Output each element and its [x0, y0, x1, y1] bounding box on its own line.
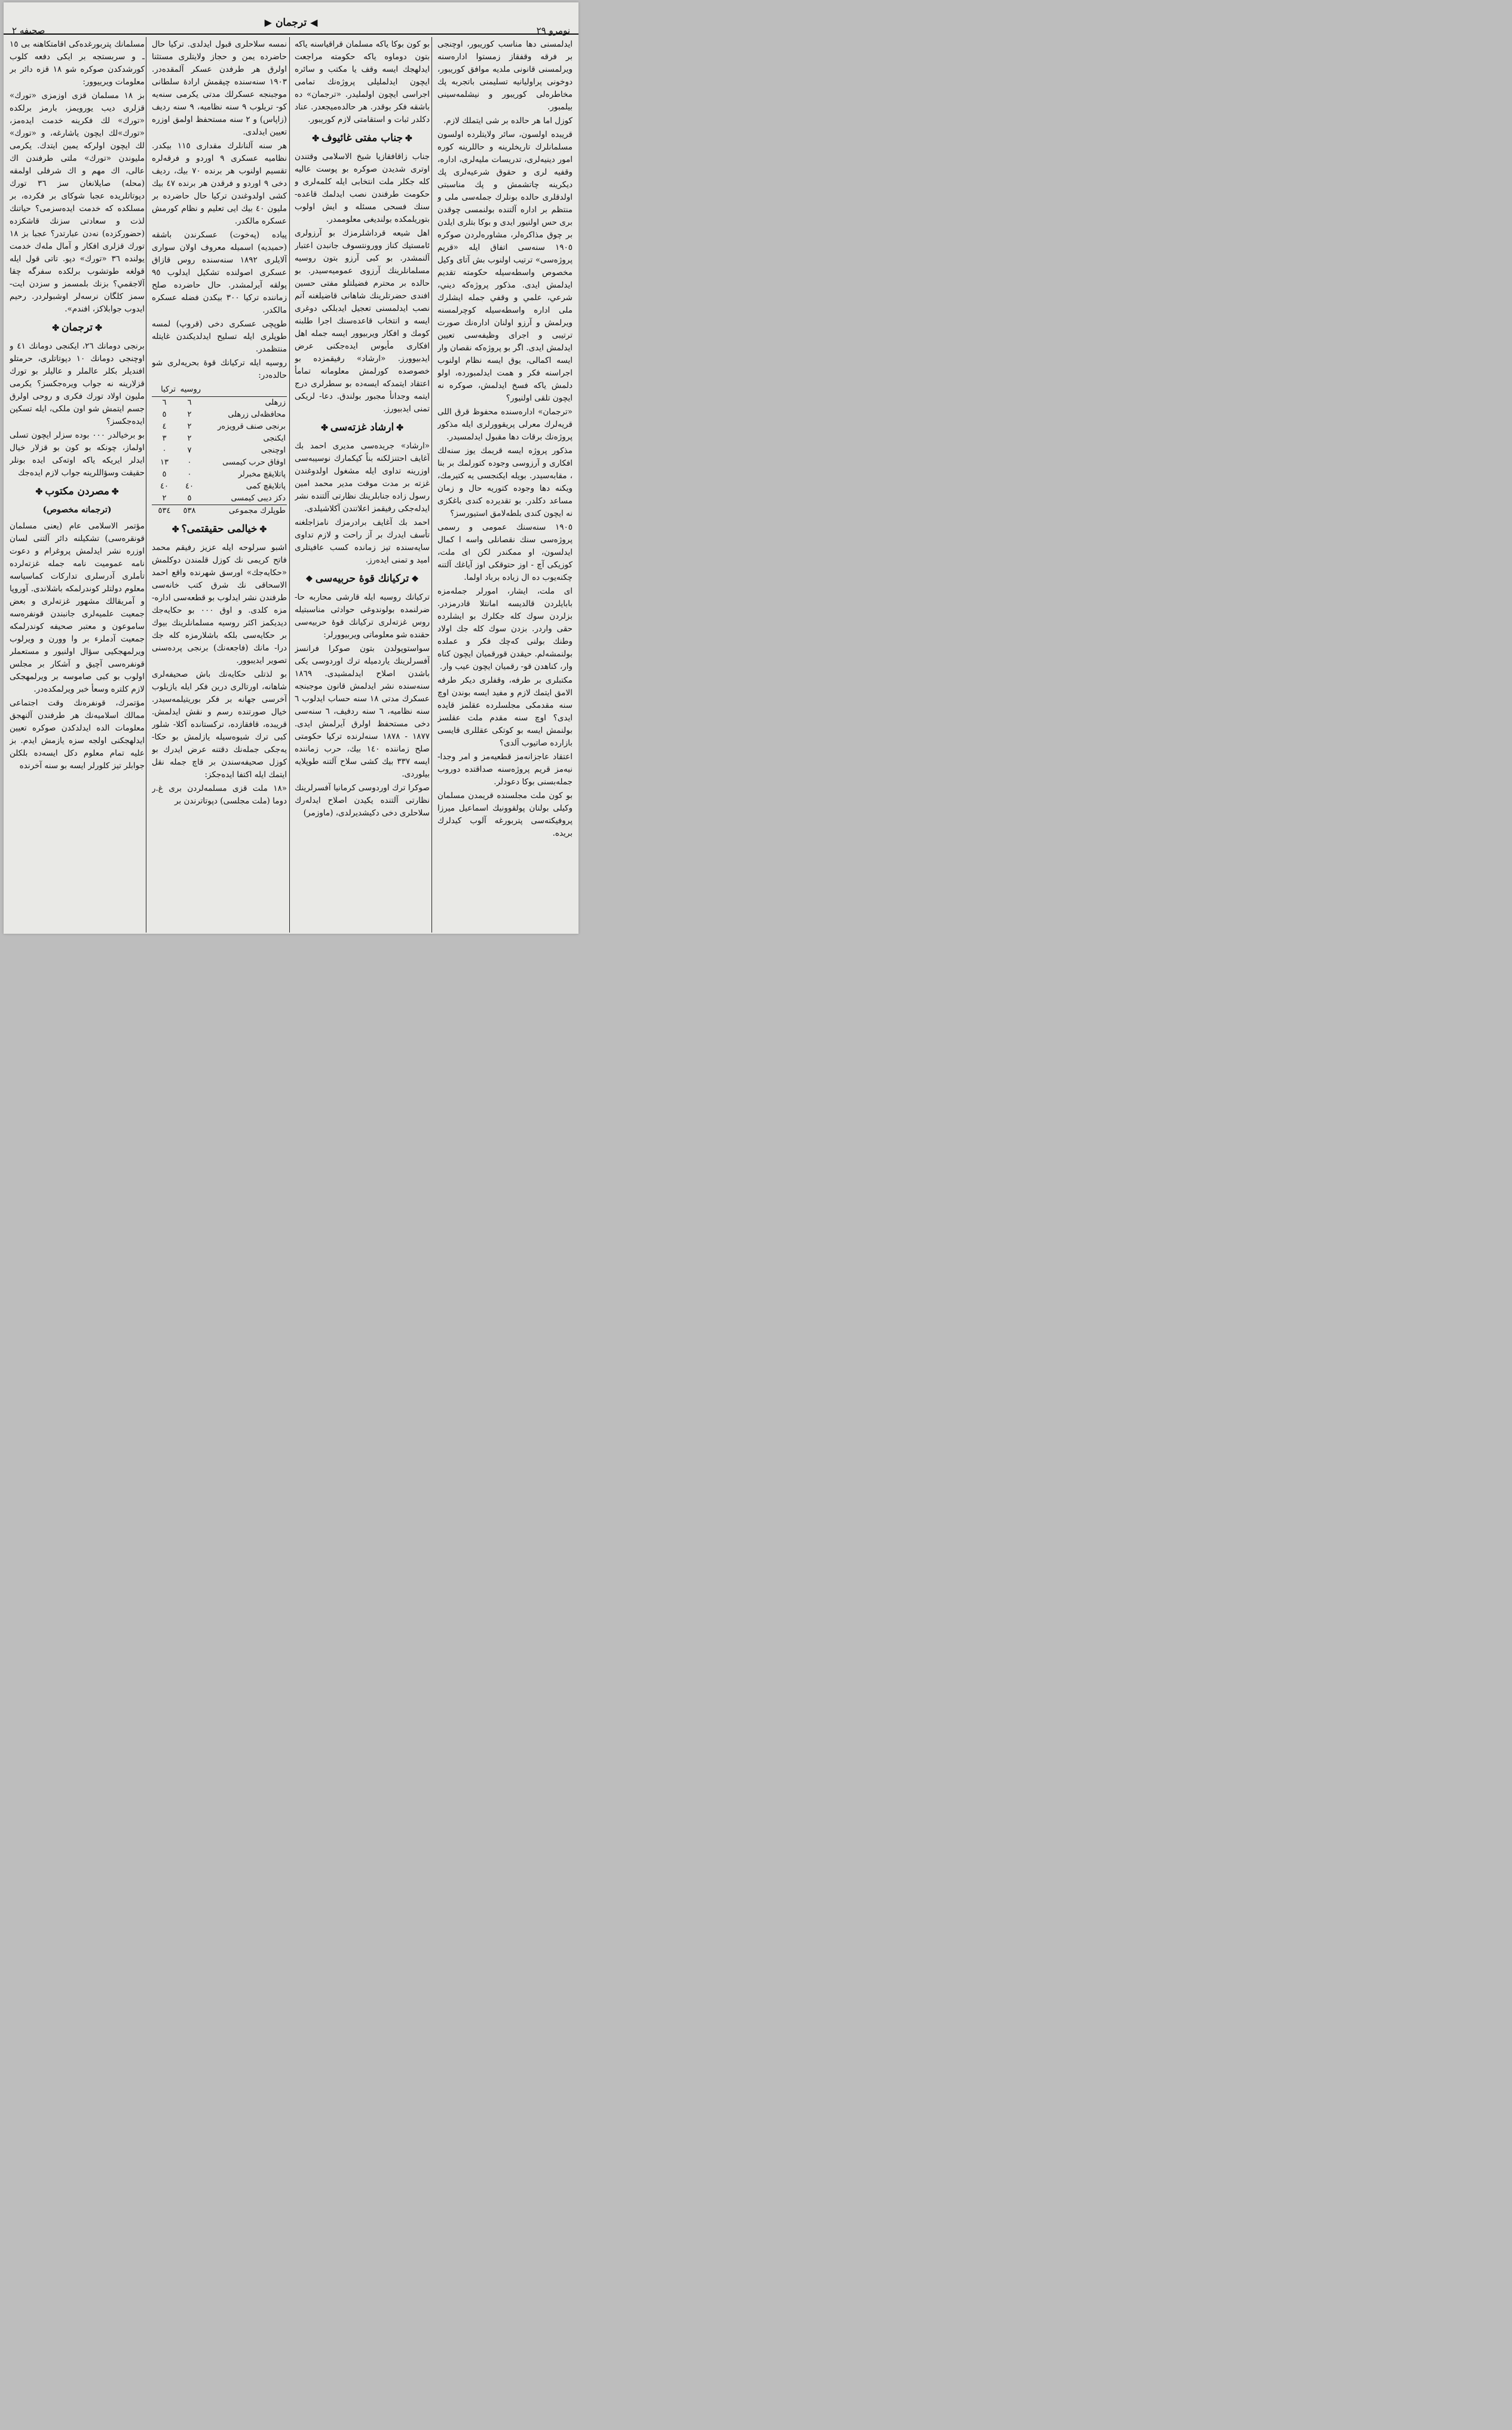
- heading-ornament-icon: ✤: [52, 323, 59, 333]
- table-cell: ٤٠: [160, 482, 169, 491]
- table-cell: ١٣: [160, 458, 169, 467]
- heading-ornament-icon: ✤: [172, 525, 179, 534]
- paragraph: صوكرا ترك اوردوسى كرمانيا آفسرلرينك نظارتى آلتنده يكيدن اصلاح ايدلەرك سلاحلرى دخى دكيشديرلدى، (ماوزمر): [295, 783, 430, 818]
- table-body: [152, 397, 287, 518]
- paragraph: اهل شيعه قرداشلرمزك بو آرزولرى ئامستيك كناز وورونتسوف جانبدن اعتبار آلنمشدر. بو كبى آرزو بتون روسيه مسلمانلرينك آرزوى عموميەسيدر. بو حالده بر محترم فضيلتلو مفتى حسين افندى حضرتلرينك شاهانى قاضيلغنه آتم نصب ايدلمسنى تعجيل ايدبلكى دوغرى ايسه و انتخاب قاعدەسنك اجرا طلبنه كومك و افكار ويربيوور ايسه جمله اهل افكارى مأيوس ايدەجكنى عرض ايدبيوورز. «ارشاد» رفيقمزده بو خصوصده كورلمش معلومانه تمامأ اعتقاد ايتمدكه ايسەده بو سطرلرى درج ايتمه وجدانأ مجبور بولندق. دعا- لريكى تمنى ايدبيورز.: [295, 228, 430, 414]
- table-total-row: [152, 505, 287, 518]
- table-cell: ٦: [187, 398, 192, 407]
- paragraph: «١٨ ملت قزى مسلمەلردن برى غ.ر دوما (ملت مجلسى) دپوتاترندن بر: [152, 784, 287, 806]
- column-4: [10, 38, 145, 932]
- table-row: [152, 457, 287, 469]
- column-rule: [289, 37, 290, 933]
- paragraph: مسلمانك پتربورغدەكى اقامتكاهنه بى ١٥ ـ و سربستجه بر ايكى دفعه كلوب كورشدكدن صوكره شو ١٨ قزه دائر بر معلومات ويرييوور:: [10, 39, 145, 87]
- table-cell: پاتلايقچ كمى: [246, 482, 286, 491]
- paragraph: مكتبلرى بر طرفه، وقفلرى ديكر طرفه الامق ايتمك لازم و مفيد ايسه بوندن اوچ سنه مقدمكى مجلسلرده عقلمز قايده ايدى؟ اوچ سنه مقدم ملت عقلسز بولنمش ايسه بو كوتكى عقللرى قايسى بازارده صاتيوب آلدى؟: [437, 675, 573, 748]
- table-cell: ٤٠: [185, 482, 194, 491]
- naval-forces-table: [152, 383, 287, 517]
- paragraph: اشبو سرلوحه ايله عزيز رفيقم محمد فاتح كريمى نك كوزل قلمندن دوكلمش «حكايەجك» اورسق شهرنده واقع احمد الاسحاقى نك شرق كتب خانەسى طرفندن نشر ايدلوب بو قطعەسى ادارە- مزه كلدى. و اوق ٠٠٠ بو حكايەجك ديديكمز اكثر روسيه مسلمانلرينك بيوك بر حكايەسى بلكه باشلارمزه كله جك درا- مانك (فاجعەنك) برنجى پردەسنى تصوير ايديبوور.: [152, 543, 287, 665]
- article-heading: ✤خيالمى حقيقتمى؟✤: [152, 522, 287, 537]
- paragraph: پياده (پەخوت) عسكرندن باشقه (حميديه) اسميله معروف اولان سوارى آلايلرى ١٨٩٢ سنەسنده روس قازاق عسكرى اصولنده تشكيل ايدلوب ٩٥ پولقه آيرلمشدر. حال حاضرده صلح زماننده تركيا ٣٠٠ بيكدن فضله عسكره مالكدر.: [152, 230, 287, 315]
- heading-ornament-icon: ✤: [405, 134, 412, 143]
- article-heading: ✤مصردن مكتوب✤: [10, 484, 145, 499]
- paragraph: احمد بك آغايف برادرمزك نامزاجلغنه تأسف ايدرك بر آز راحت و لازم تداوى سايەسنده تيز زمانده كسب عافيتلرى اميد و تمنى ايدەرز.: [295, 518, 430, 565]
- table-cell: ٢: [187, 434, 192, 443]
- heading-ornament-icon: ✤: [321, 423, 328, 433]
- table-header: تركيا: [152, 383, 177, 397]
- newspaper-title: [4, 17, 579, 29]
- paragraph: ١٩٠٥ سنەسنك عمومى و رسمى پروژەسى سنك نقصانلى واسه ا كمال ايدلسون، او ممكندر لكن اى ملت، كوزيكى آچ - اوز حتوقكى اوز آياغك آلتنه چكنەيوب ده ال زياده برباد اولما.: [437, 522, 573, 582]
- table-row: [152, 421, 287, 433]
- paragraph: بو كون ملت مجلسنده قريمدن مسلمان وكيلى بولنان پولقوونيك اسماعيل ميرزا پروفيكتەسى پتربورغه آلوب كيدلرك بريده.: [437, 791, 573, 838]
- table-cell: ٠: [187, 470, 192, 479]
- paragraph: مؤتمرك، قونفرەنك وقت اجتماعى ممالك اسلاميەنك هر طرفندن آلنهجق معلومات الده ايدلدكدن صوكره تعيين ايدلهجكنى اولجه سزه يازمش ايدم. بز عليه تمام معلوم دكل ايسەده بلكلن جوابلر تيز كلورلر ايسه بو سنه آخرنده: [10, 698, 145, 771]
- table-row: [152, 445, 287, 457]
- table-header-row: [152, 383, 287, 397]
- table-cell: دكز دیبى كيمسى: [231, 494, 286, 503]
- paragraph: «ارشاد» جريدەسى مديرى احمد بك آغايف احتنزلكنه بناً كيكمارك نوسيبەسى اوزرينه تداوى ايله مشغول اولدوغندن غزته بر مدت موقت مدير محمد امين رسول زاده جنابلرينك نظارتى آلتنده نشر ايدلەجكى رفيقمز اعلاتندن آكلاشيلدى.: [295, 441, 430, 513]
- paragraph: مؤتمر الاسلامى عام (يعنى مسلمان قونقرەسى) تشكيلنه دائر آلتنى لسان اوزره نشر ايدلمش پروغرام و دعوت نامه عموميت نامه جمله غزتەلرده تأملرى آدرسلرى تداركات كماسياسه معلوم دولتلر كوندرلمكه باشلاندى. آوروپا و آمريقالك مشهور غزتەلرى و بعض جمعيت علميەلرى جانبندن قونفرەسه ساموعون و معتبر صحيفه كوندرلمكه جمعيت آدملرء بر وا وورن و ويرلوب ويرلمهجكيى سؤال اولنيور و مستعملر قونفرەسى آچيق و آشكار بر مجلس اولوب بو كبى صاموسه بر ويرلمهجكى لازم كلتره وسعأ خبر ويرلمكدەدر.: [10, 521, 145, 694]
- table-cell: ٢: [162, 494, 167, 503]
- table-cell: ٣: [162, 434, 167, 443]
- paragraph: بو برخيالدر ٠٠٠ بوده سزلر ايچون تسلى اولماز، چونكه بو كون بو قزلار خيال ايدلر ايريكه ياكه اوتەكى ايده بونلر حقيقت وسؤاللرينه جواب لازم ايدەجك: [10, 430, 145, 478]
- table-header: [202, 383, 287, 397]
- article-heading: ✤ارشاد غزتەسى✤: [295, 420, 430, 435]
- column-1: [437, 38, 573, 932]
- heading-ornament-icon: ✤: [35, 487, 43, 497]
- table-cell: ٠: [162, 446, 167, 455]
- paragraph: ايدلمسنى دها مناسب كوريبور، اوچنجى بر فرقه وقفقاز زمستوا ادارەسنه ويرلمسنى قانونى ملديه موافق كوريبور، دوخونى پراوليانيه تسليمنى باتجربه پك مخاطرەلى كوريبور و نيشلمەسينى بيلمبور.: [437, 39, 573, 112]
- paragraph: هر سنه آلنانلرك مقدارى ١١٥ بيكدر. نظاميه عسكرى ٩ اوردو و فرقەلره تقسيم اولنوب هر برنده ٧٠ بيك، رديف دخى ٩ اوردو و فرقدن هر برنده ٤٧ بيك كشى اولدوغندن تركيا حال حاضرده بر مليون ٤٠ بيك ايى تعليم و نظام كورمش عسكره مالكدر.: [152, 141, 287, 226]
- table-row: [152, 409, 287, 421]
- table-cell: زرهلى: [265, 398, 286, 407]
- paragraph: بز ١٨ مسلمان قزى اوزمزى «تورك» قزلرى ديب يورويمز، بارمز برلكده «تورك» لك فكرينه خدمت ايدەمز، «تورك»لك ايچون ياشارغه، و «تورك» لك ايچون اولركه يمين ايتدك. يكرمى مليوندن «تورك» ملتى طرفندن اك عالى، اك مهم و اك شرفلى اولمقه (محله) صايلانغان سز ٣٦ تورك دپوتاتلريده عجبا شوكاى بر فكرده، بر مسلكدە كه خدمت ايدەسزمى؟ حياتنك لذت و سعادتى سزنك قاشكزده (حضوركزده) نەدن عبارتدر؟ عجبا بز ١٨ تورك قزلرى افكار و آمال ملەك خدمت يولنده ٣٦ «تورك» دپو. تاتى قول ايله قولغه طوتشوب برلكده سفرگه چقا آلاجقمي؟ بزنك بلمسمز و سزدن ايت- سمز كلگان نرسەلر اوشبولردر. رحيم ايدوب جوابلاكز، افندم».: [10, 91, 145, 314]
- table-cell: اوچنجى: [261, 446, 286, 455]
- masthead: [4, 8, 579, 35]
- table-cell: ٥: [162, 410, 167, 419]
- paragraph: بو كون بوكا ياكه مسلمان قراقياسنه ياكه بتون دوماوه ياكه حكومته مراجعت ايدلهجك ايسه وقف يا مكتب و سائره ايچون ايدلمليلى پروژەنك تمامى اجراسى ايچون اولمليدر. «ترجمان» ده باشقه فكر بوقدر. هر حالدەميجعدر. عناد دكلدر ثبات و استقامتى لازم كوريبور.: [295, 39, 430, 124]
- table-cell: ٥٣٤: [152, 505, 177, 518]
- heading-ornament-icon: ✤: [312, 134, 319, 143]
- paragraph: بو لذتلى حكايەنك باش صحيفەلرى شاهانه، اورتالرى درين فكر ايله يازيلوب آخرسى جهانه بر فكر بوريتيلمەسيدر. خيال صورتنده رسم و نقش ايدلمش. قريبده، قافقازده، تركستانده آكلا- شلور كبى ترك شيوەسيله يازلمش بو حكا- يەجكى جملەنك دقتنه عرض ايدرك بو كوزل صحيفەسندن بر قاچ جمله نقل ايتمك ايله اكتفا ايدەجكز:: [152, 670, 287, 780]
- column-3: [152, 38, 287, 932]
- table-cell: طوپلرك مجموعى: [202, 505, 287, 518]
- table-cell: ٢: [187, 422, 192, 431]
- paragraph: روسيه ايله تركيانك قوۀ بحريەلرى شو حالدەدر:: [152, 358, 287, 380]
- column-2: [295, 38, 430, 932]
- heading-ornament-icon: ✤: [95, 323, 102, 333]
- column-rule: [431, 37, 432, 933]
- article-heading: ✤جناب مفتى غائيوف✤: [295, 131, 430, 146]
- heading-ornament-icon: ✤: [396, 423, 403, 433]
- issue-number: نومرو ٢٩: [536, 25, 570, 36]
- article-heading: ✤ترجمان✤: [10, 320, 145, 335]
- title-text: ترجمان: [275, 17, 307, 29]
- table-cell: ٤: [162, 422, 167, 431]
- right-ornament-icon: ▶: [264, 17, 272, 28]
- heading-ornament-icon: ❖: [411, 574, 419, 584]
- paragraph: طوپچى عسكرى دخى (قروپ) لمسه طوپلرى ايله تسليح ايدلديكندن غايتله منتظمدر.: [152, 319, 287, 354]
- table-cell: ٥: [162, 470, 167, 479]
- paragraph: تركيانك روسيه ايله قارشى محاربه حا- ضرلنمده بولوندوغى حوادثى مناسبتيله روس غزتەلرى تركيانك قوۀ حربيەسى حقنده شو معلوماتى ويربيوورلر:: [295, 592, 430, 640]
- table-cell: ٦: [162, 398, 167, 407]
- paragraph: جناب زاقافقازيا شيخ الاسلامى وقتندن اوترى شديدن صوكره بو پوست عاليه كله جكلر ملت انتخابى ايله كلمەلرى و حكومت طرفندن نصب ايدلمك قاعده- سنك فسحى مسئله و ايش اولوب بتوريلمكده بولنديغى معلوممدر.: [295, 152, 430, 224]
- left-ornament-icon: ◀: [310, 17, 318, 28]
- table-cell: ٢: [187, 410, 192, 419]
- table-cell: اوفاق حرب كيمسى: [222, 458, 286, 467]
- table-cell: ٥: [187, 494, 192, 503]
- heading-ornament-icon: ✤: [259, 525, 267, 534]
- table-cell: پاتلايقچ مخبرلر: [238, 470, 286, 479]
- heading-ornament-icon: ✤: [111, 487, 119, 497]
- table-row: [152, 493, 287, 505]
- table-row: [152, 433, 287, 445]
- table-cell: محافظەلى زرهلى: [228, 410, 286, 419]
- paragraph: «ترجمان» ادارەسنده محفوظ قرق اللى قريەلرك معرلى پريقوورلرى ايله مذكور پروژەنك برقات دها مقبول ايدلمسيدر.: [437, 407, 573, 442]
- paragraph: اى ملت، ايشار، امورلر جملەمزه بابايلردن قالديسه امانتلا قادرمزدر. بزلردن سوك كله جكلرك بو ايشلرده حقى واردر. بزدن سوك كله جك اولاد وطنك بولنى كەچك فكر و عملده بولنمشەلم. حيقدن قورقميان ايچون كناه وار، كناهدن قو- رقميان ايچون عيب وار.: [437, 586, 573, 671]
- table-row: [152, 397, 287, 409]
- table-header: روسيه: [177, 383, 202, 397]
- table-cell: برنجى صنف قرويزەر: [218, 422, 286, 431]
- heading-ornament-icon: ❖: [305, 574, 313, 584]
- paragraph: اعتقاد عاجزانەمز قطعيەمز و امر وجدا- نيەمز قريم پروژەسنه صداقتده دوروب جملەبسنى بوكا دعودلر.: [437, 752, 573, 787]
- paragraph: قريبده اولسون، سائر ولايتلرده اولسون مسلمانلرك تاريخلرينه و حاللرينه كوره امور دينيەلرى، تدريسات مليەلرى، ادارە، وقفيه لرى و حقوق شرعيەلرى پك ديكرينه چاتشمش و پك مناسبتى اولدقلرى حالده بونلرك جملەسى ملى و منتظم بر اداره آلتنده بولنمسى چوقدن برى حس اولنيور ايدى و بوكا بتلرى ايلدن بر چوق مذاكرەلر، مشاورەلردن صوكره ١٩٠٥ سنەسى اتفاق ايله «قريم پروژەسى» ترتيب اولنوب بش آتاى وكيل مخصوص واسطەسيله حكومته تقديم ايدلمش ايدى. مذكور پروژەكه ديني، شرعي، علمي و وقفي جمله ايشلرك ملى اداره واسطەسيله كوچرلمسنه ويرلمش و آرزو اولنان ادارەنك صورت ترتيبى و اجراى وظيفەسى تعيين ايدلمش ايدى. اگر بو پروژەكه نقصان وار ايسه اكمالى، يوق ايسه نظام اولنوب اجراسنه فكر و همت ايدلمبوردە، اولو دلمش ياكه فسخ ايدلمش، صوكره نه ايچون تلقى اولنيور؟: [437, 130, 573, 403]
- table-cell: ٧: [187, 446, 192, 455]
- paragraph: برنجى دومانك ٢٦، ايكنجى دومانك ٤١ و اوچنجى دومانك ١٠ دپوتاتلرى، حرمتلو افنديلر بكلر عالملر و عاليلر بو تورك قزلارينه نه جواب ويرەجكسز؟ يكرمى مليون اولاد تورك فكرى و روحى اولرق جسم ايتمش شو اون ملكى، ايله تسكين ايدەجكسز؟: [10, 341, 145, 426]
- table-cell: ايكنجى: [263, 434, 286, 443]
- article-subheading: (ترجمانه مخصوص): [42, 505, 112, 515]
- newspaper-page: [4, 2, 579, 934]
- paragraph: كوزل اما هر حالده بر شى ايتملك لازم.: [443, 116, 573, 126]
- table-cell: ٠: [187, 458, 192, 467]
- page-number: صحيفه ٢: [12, 25, 45, 36]
- article-heading: ❖تركيانك قوۀ حربيەسى❖: [295, 571, 430, 586]
- paragraph: سواستوپولدن بتون صوكرا فرانسز آفسرلرينك ياردميله ترك اوردوسى يكى باشدن اصلاح ايدلمشيدى. ١٨٦٩ سنەسنده نشر ايدلمش قانون موجبنجه عسكرك مدتى ١٨ سنه حساب ايدلوب ٦ سنه نظاميه، ٦ سنه ردفيف، ٦ سنەسى دخى مستحفظ اولرق آيرلمش ايدى. ١٨٧٧ - ١٨٧٨ سنەلرنده تركيا حكومتى صلح زماننده ١٤٠ بيك، حرب زماننده ايسه ٣٣٧ بيك كشى سلاح آلتنه طوپلايه بيلوردى.: [295, 644, 430, 779]
- table-row: [152, 469, 287, 481]
- table-cell: ٥٣٨: [177, 505, 202, 518]
- paragraph: مذكور پروژه ايسه قريمك يوز سنەلك افكارى و آرزوسى وجوده كتورلمك بر بنا ، مقابەسيدر. بويله ايكنجسى يه كتيرمك، ويكنه دها وجوده كتوريه حال و زمان مساعد دكلدر. بو تقديرده كندى باغكزى نه ايچون كندى بلطەلامق استيورسز؟: [437, 446, 573, 518]
- table-row: [152, 481, 287, 493]
- paragraph: نمسه سلاحلرى قبول ايدلدى. تركيا حال حاضرده يمن و حجاز ولايتلرى مستثنا اولرق هر طرفدن عسكر آلمقدەدر. ١٩٠٣ سنەسنده چيقمش ارادۀ سلطانى موجبنجه عسكرلك مدتى يكرمى سنەيه كو- تريلوب ٩ سنه نظاميه، ٩ سنه رديف (زاپاس) و ٢ سنه مستحفظ اولمق اوزره تعيين ايدلدى.: [152, 39, 287, 137]
